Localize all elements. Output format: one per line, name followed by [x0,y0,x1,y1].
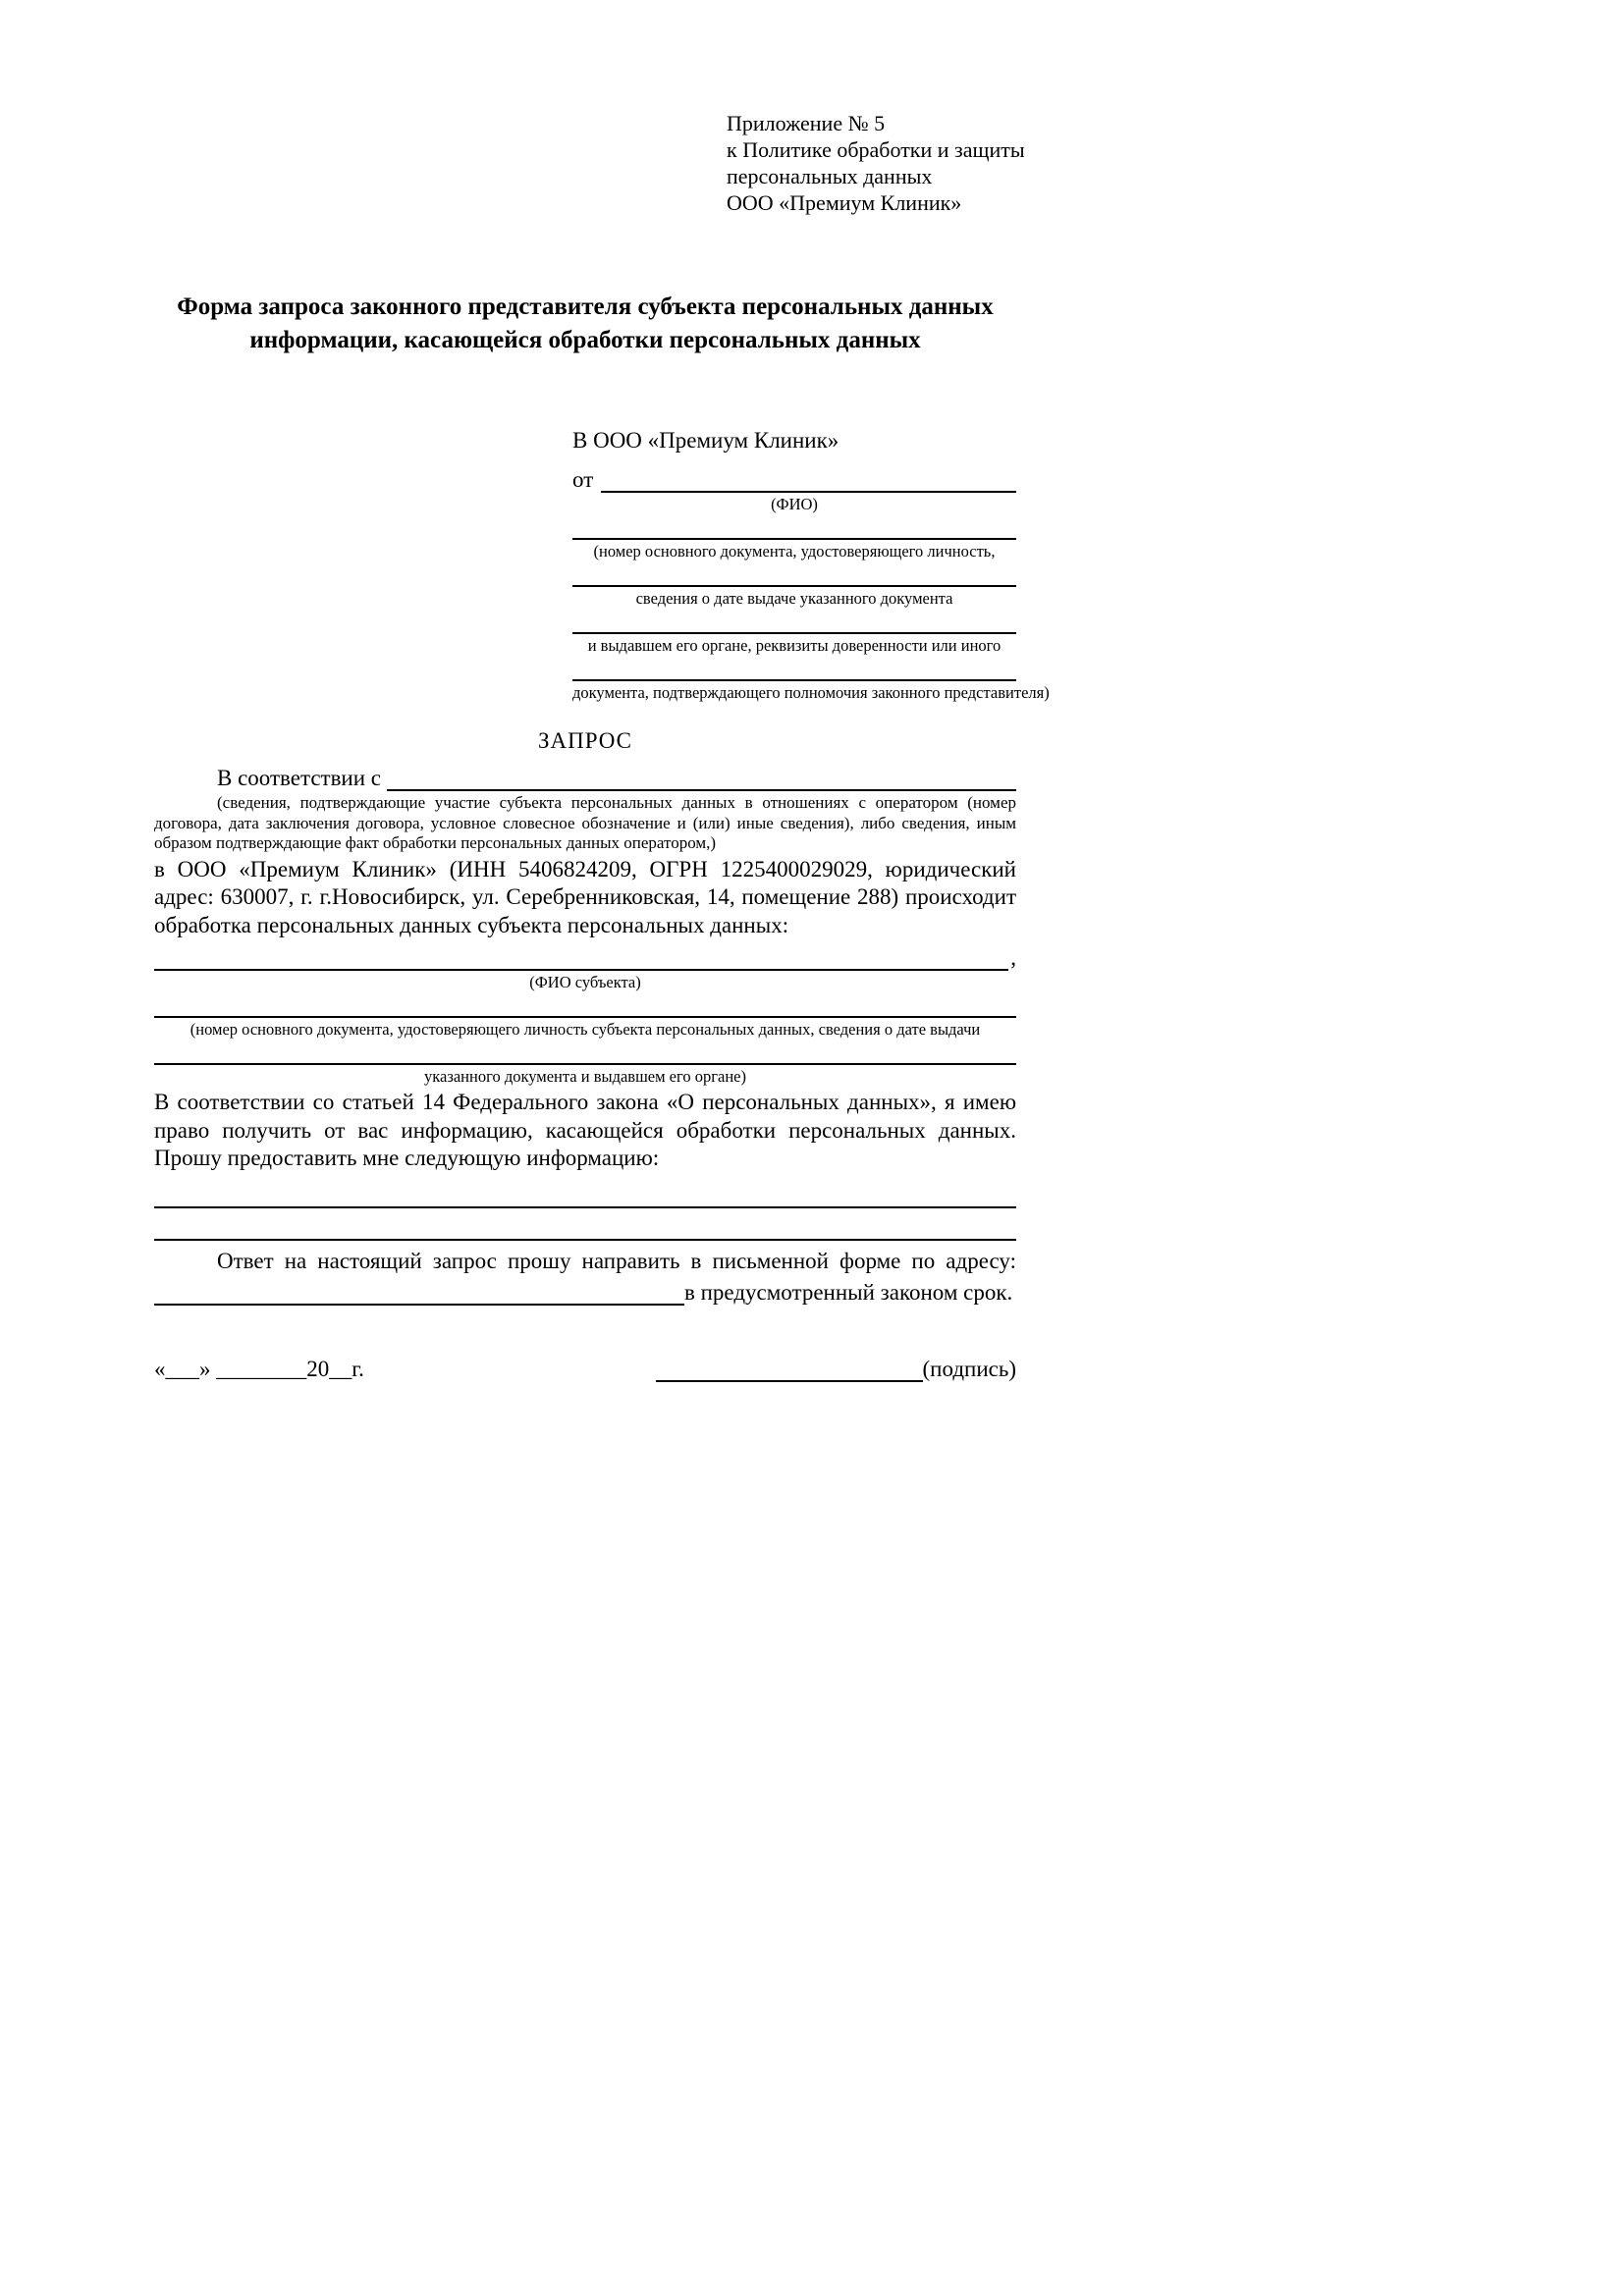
recipient-block [572,428,1050,703]
subject-fio-comma: , [1010,945,1016,970]
appendix-block [727,110,1025,216]
recipient-to: В ООО «Премиум Клиник» [572,428,839,453]
law-paragraph: В соответствии со статьей 14 Федерального закона «О персональных данных», я имею право получить от вас информацию, касающейся обработки персональных данных. Прошу предоставить мне следующую информацию: [154,1090,1016,1170]
doc-blank-line-1 [572,514,1016,540]
caption-doc-2: сведения о дате выдаче указанного документа [635,589,953,608]
address-blank-line [154,1304,684,1306]
doc-blank-line-2 [572,561,1016,587]
info-blank-line-1 [154,1173,1016,1208]
answer-paragraph: Ответ на настоящий запрос прошу направить в письменной форме по адресу: [217,1248,1016,1273]
signature-caption: (подпись) [922,1356,1016,1381]
subject-doc-blank-line-2 [154,1040,1016,1065]
appendix-line-2: к Политике обработки и защиты [727,137,1025,162]
appendix-line-4: ООО «Премиум Клиник» [727,190,962,215]
signature-blank-line [656,1357,923,1382]
doc-blank-line-4 [572,656,1016,681]
subject-doc-blank-line-1 [154,992,1016,1018]
operator-paragraph: в ООО «Премиум Клиник» (ИНН 5406824209, ОГРН 1225400029029, юридический адрес: 630007, г. г.Новосибирск, ул. Серебренниковская, 14, помещение 288) происходит обработка персональных данных субъекта персональных данных: [154,856,1016,937]
appendix-line-3: персональных данных [727,164,933,188]
form-title-line-2: информации, касающейся обработки персональных данных [249,327,921,353]
from-row [572,461,1016,493]
caption-subject-fio: (ФИО субъекта) [529,973,641,991]
answer-tail: в предусмотренный законом срок. [684,1279,1013,1305]
intro-row [154,760,1016,791]
subject-fio-blank-line [154,969,1008,971]
caption-fio: (ФИО) [771,495,818,513]
caption-doc-1: (номер основного документа, удостоверяющего личность, [593,542,996,561]
caption-doc-4: документа, подтверждающего полномочия законного представителя) [572,683,1050,702]
from-blank-line [601,491,1016,493]
footer-row [154,1357,1016,1382]
appendix-line-1: Приложение № 5 [727,111,886,135]
request-heading: ЗАПРОС [537,728,633,753]
subject-fio-row [154,939,1016,971]
caption-doc-3: и выдавшем его органе, реквизиты доверенности или иного [587,636,1001,655]
date-line: «___» ________20__г. [154,1356,364,1381]
intro-caption: (сведения, подтверждающие участие субъекта персональных данных в отношениях с оператором (номер договора, дата заключения договора, условное словесное обозначение и (или) иные сведения), либо сведения, иным образом подтверждающие факт обработки персональных данных оператором,) [154,793,1016,852]
info-blank-line-2 [154,1208,1016,1241]
intro-label: В соответствии с [217,766,382,790]
doc-blank-line-3 [572,609,1016,634]
form-title [154,291,1016,357]
document-content [154,0,1050,1382]
answer-address-row [154,1275,1016,1306]
intro-blank-line [387,789,1016,791]
caption-subject-doc-2: указанного документа и выдавшем его органе) [424,1067,746,1086]
form-title-line-1: Форма запроса законного представителя субъекта персональных данных [177,294,994,320]
from-label: от [572,467,594,492]
caption-subject-doc-1: (номер основного документа, удостоверяющего личность субъекта персональных данных, сведения о дате выдачи [189,1020,981,1039]
